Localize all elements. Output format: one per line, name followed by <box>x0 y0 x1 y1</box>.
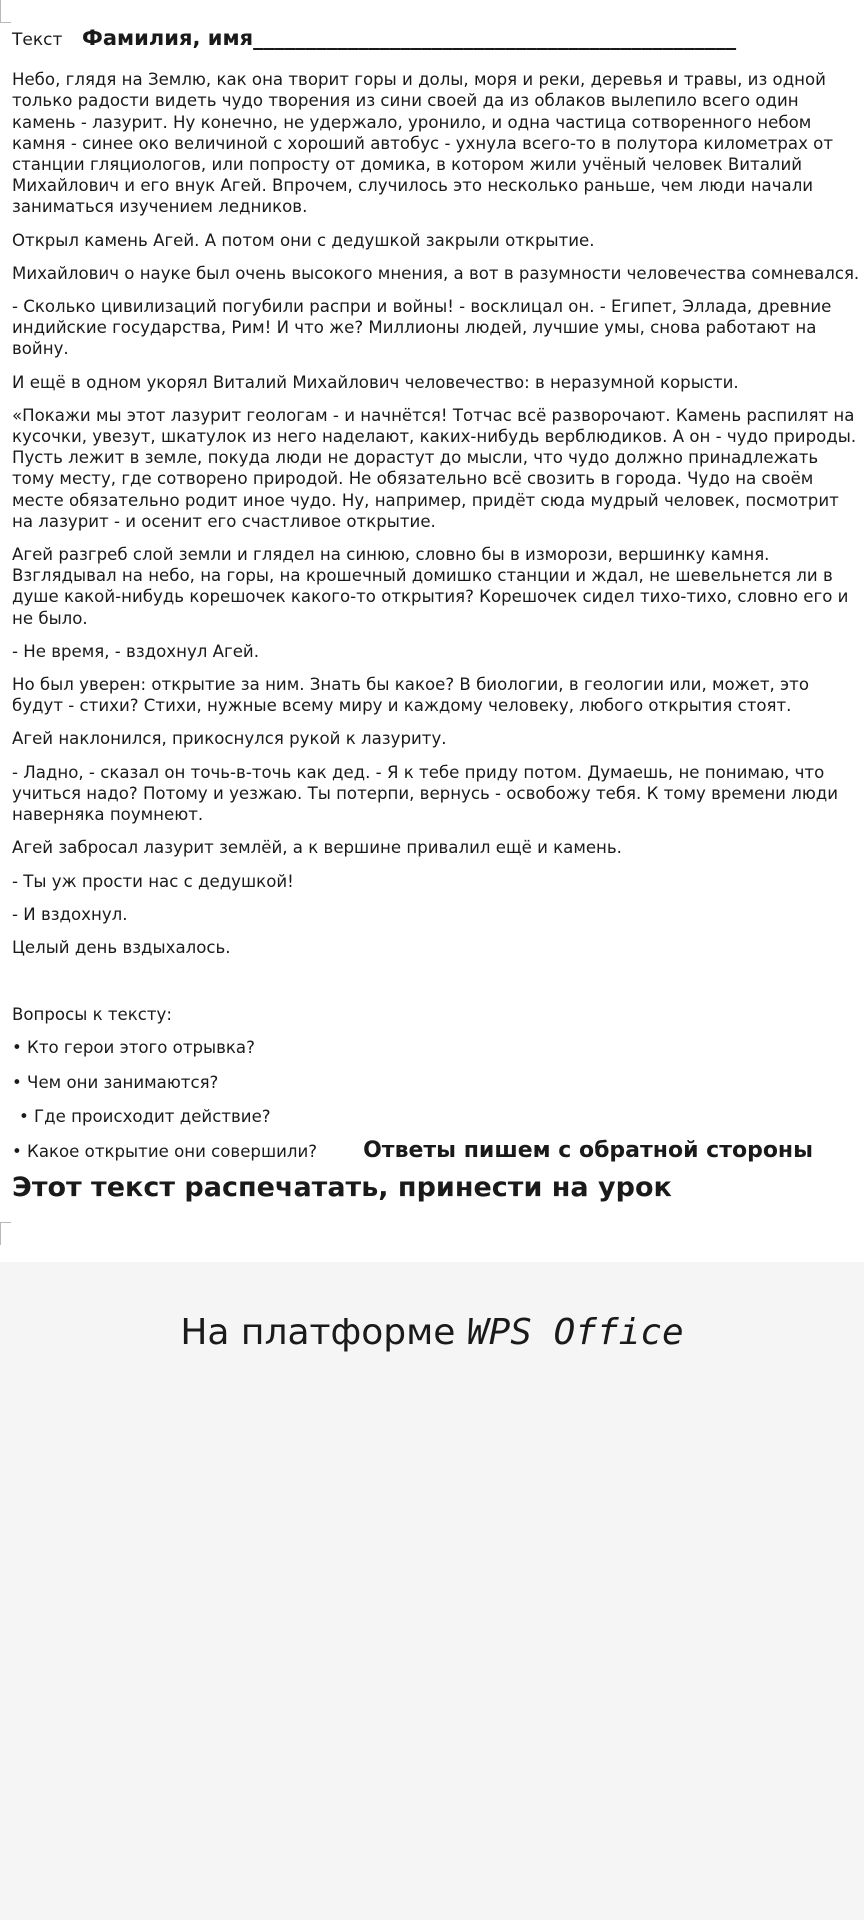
answer-note: Ответы пишем с обратной стороны <box>363 1137 814 1163</box>
question-1: • Кто герои этого отрывка? <box>12 1038 255 1058</box>
name-field-line: Фамилия, имя______________________________________________ <box>82 26 737 50</box>
question-4: • Какое открытие они совершили? <box>12 1141 318 1161</box>
paragraph-1: Небо, глядя на Землю, как она творит горы и долы, моря и реки, деревья и травы, из одной только радости видеть чудо творения из сини своей да из облаков вылепило всего один камень - лазурит. Ну конечно, не удержало, уронило, и одна частица сотворенного небом камня - синее око величиной с хороший автобус - ухнула всего-то в полутора километрах от станции гляциологов, или попросту от домика, в котором жили учёный человек Виталий Михайлович и его внук Агей. Впрочем, случилось это несколько раньше, чем люди начали заниматься изучением ледников. <box>12 70 833 217</box>
platform-footer <box>0 1312 864 1353</box>
question-2: • Чем они занимаются? <box>12 1072 219 1092</box>
header-line <box>12 28 864 51</box>
paragraph-5: И ещё в одном укорял Виталий Михайлович человечество: в неразумной корысти. <box>12 372 739 392</box>
page-corner-mark-bottom <box>0 1222 11 1245</box>
paragraph-15: Целый день вздыхалось. <box>12 937 231 957</box>
question-3: • Где происходит действие? <box>19 1106 271 1126</box>
paragraph-2: Открыл камень Агей. А потом они с дедушкой закрыли открытие. <box>12 230 595 250</box>
paragraph-11: - Ладно, - сказал он точь-в-точь как дед. - Я к тебе приду потом. Думаешь, не понимаю, что учиться надо? Потому и уезжаю. Ты потерпи, вернусь - освобожу тебя. К тому времени люди наверняка поумнеют. <box>12 762 839 825</box>
header-label: Текст <box>12 30 63 50</box>
page-corner-mark-top <box>0 0 11 23</box>
paragraph-8: - Не время, - вздохнул Агей. <box>12 641 259 661</box>
wps-office-brand: WPS Office <box>466 1312 684 1353</box>
paragraph-14: - И вздохнул. <box>12 904 128 924</box>
document-content <box>12 28 864 1162</box>
paragraph-12: Агей забросал лазурит землёй, а к вершине привалил ещё и камень. <box>12 838 622 858</box>
paragraph-3: Михайлович о науке был очень высокого мнения, а вот в разумности человечества сомневался. <box>12 263 860 283</box>
paragraph-13: - Ты уж прости нас с дедушкой! <box>12 871 294 891</box>
paragraph-4: - Сколько цивилизаций погубили распри и войны! - восклицал он. - Египет, Эллада, древние индийские государства, Рим! И что же? Миллионы людей, лучшие умы, снова работают на войну. <box>12 297 832 359</box>
paragraph-10: Агей наклонился, прикоснулся рукой к лазуриту. <box>12 729 447 749</box>
question-4-row <box>12 1137 864 1163</box>
questions-title: Вопросы к тексту: <box>12 1005 172 1025</box>
paragraph-7: Агей разгреб слой земли и глядел на синюю, словно бы в изморози, вершинку камня. Взглядывал на небо, на горы, на крошечный домишко станции и ждал, не шевельнется ли в душе какой-нибудь корешочек какого-то открытия? Корешочек сидел тихо-тихо, словно его и не было. <box>12 545 849 628</box>
platform-prefix: На платформе <box>180 1312 456 1353</box>
paragraph-9: Но был уверен: открытие за ним. Знать бы какое? В биологии, в геологии или, может, это будут - стихи? Стихи, нужные всему миру и каждому человеку, любого открытия стоят. <box>12 675 809 716</box>
paragraph-6: «Покажи мы этот лазурит геологам - и начнётся! Тотчас всё разворочают. Камень распилят на кусочки, увезут, шкатулок из него наделают, каких-нибудь верблюдиков. А он - чудо природы. Пусть лежит в земле, покуда люди не дорастут до мысли, что чудо должно принадлежать тому месту, где сотворено природой. Не обязательно всё свозить в города. Чудо на своём месте обязательно родит иное чудо. Ну, например, придёт сюда мудрый человек, посмотрит на лазурит - и осенит его счастливое открытие. <box>12 405 857 531</box>
print-note: Этот текст распечатать, принести на урок <box>12 1172 672 1203</box>
